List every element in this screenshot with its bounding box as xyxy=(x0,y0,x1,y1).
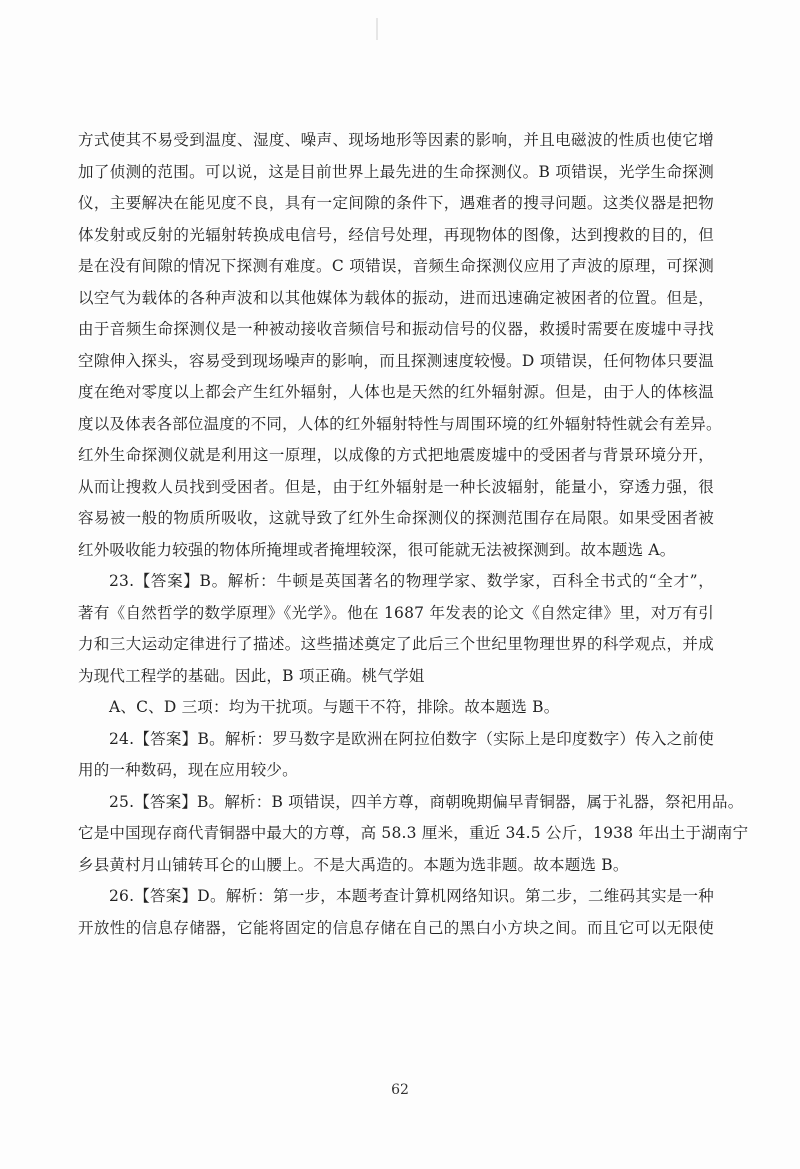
text-line: 它是中国现存商代青铜器中最大的方尊，高 58.3 厘米，重近 34.5 公斤，1938 年出土于湖南宁 xyxy=(78,824,749,842)
text-line: 著有《自然哲学的数学原理》《光学》。他在 1687 年发表的论文《自然定律》里，对万有引 xyxy=(78,603,714,622)
text-line: 度以及体表各部位温度的不同，人体的红外辐射特性与周围环境的红外辐射特性就会有差异。 xyxy=(78,414,722,433)
text-line: 是在没有间隙的情况下探测有难度。C 项错误，音频生命探测仪应用了声波的原理，可探测 xyxy=(78,257,714,275)
text-line: 度在绝对零度以上都会产生红外辐射，人体也是天然的红外辐射源。但是，由于人的体核温 xyxy=(78,383,714,401)
answer-25-line: 25.【答案】B。解析：B 项错误，四羊方尊，商朝晚期偏早青铜器，属于礼器，祭祀用品。 xyxy=(109,792,744,811)
text-line: 为现代工程学的基础。因此，B 项正确。桃气学姐 xyxy=(78,666,425,685)
text-line: 容易被一般的物质所吸收，这就导致了红外生命探测仪的探测范围存在局限。如果受困者被 xyxy=(78,509,714,527)
text-line: 开放性的信息存储器，它能将固定的信息存储在自己的黑白小方块之间。而且它可以无限使 xyxy=(78,918,714,937)
options-note-line: A、C、D 三项：均为干扰项。与题干不符，排除。故本题选 B。 xyxy=(109,698,560,716)
text-line: 红外吸收能力较强的物体所掩埋或者掩埋较深，很可能就无法被探测到。故本题选 A。 xyxy=(78,540,676,559)
text-line: 以空气为载体的各种声波和以其他媒体为载体的振动，进而迅速确定被困者的位置。但是， xyxy=(78,288,714,307)
text-line: 仪，主要解决在能见度不良，具有一定间隙的条件下，遇难者的搜寻问题。这类仪器是把物 xyxy=(78,194,714,212)
answer-23-line: 23.【答案】B。解析：牛顿是英国著名的物理学家、数学家，百科全书式的“全才”， xyxy=(109,572,714,590)
text-line: 力和三大运动定律进行了描述。这些描述奠定了此后三个世纪里物理世界的科学观点，并成 xyxy=(78,635,714,653)
answer-explanation-text xyxy=(78,130,749,949)
text-line: 加了侦测的范围。可以说，这是目前世界上最先进的生命探测仪。B 项错误，光学生命探测 xyxy=(78,162,714,181)
text-line: 乡县黄村月山铺转耳仑的山腰上。不是大禹造的。本题为选非题。故本题选 B。 xyxy=(78,855,629,874)
text-line: 用的一种数码，现在应用较少。 xyxy=(78,761,298,779)
answer-24-line: 24.【答案】B。解析：罗马数字是欧洲在阿拉伯数字（实际上是印度数字）传入之前使 xyxy=(109,729,714,748)
text-line: 由于音频生命探测仪是一种被动接收音频信号和振动信号的仪器，救援时需要在废墟中寻找 xyxy=(78,320,714,338)
page-number: 62 xyxy=(391,1082,409,1098)
text-line: 体发射或反射的光辐射转换成电信号，经信号处理，再现物体的图像，达到搜救的目的，但 xyxy=(78,225,714,244)
text-line: 红外生命探测仪就是利用这一原理，以成像的方式把地震废墟中的受困者与背景环境分开， xyxy=(78,446,714,464)
answer-26-line: 26.【答案】D。解析：第一步，本题考查计算机网络知识。第二步，二维码其实是一种 xyxy=(109,887,714,905)
text-line: 从而让搜救人员找到受困者。但是，由于红外辐射是一种长波辐射，能量小，穿透力强，很 xyxy=(78,477,714,496)
text-line: 方式使其不易受到温度、湿度、噪声、现场地形等因素的影响，并且电磁波的性质也使它增 xyxy=(78,131,714,149)
scan-artifact xyxy=(376,18,378,40)
text-line: 空隙伸入探头，容易受到现场噪声的影响，而且探测速度较慢。D 项错误，任何物体只要温 xyxy=(78,351,714,370)
